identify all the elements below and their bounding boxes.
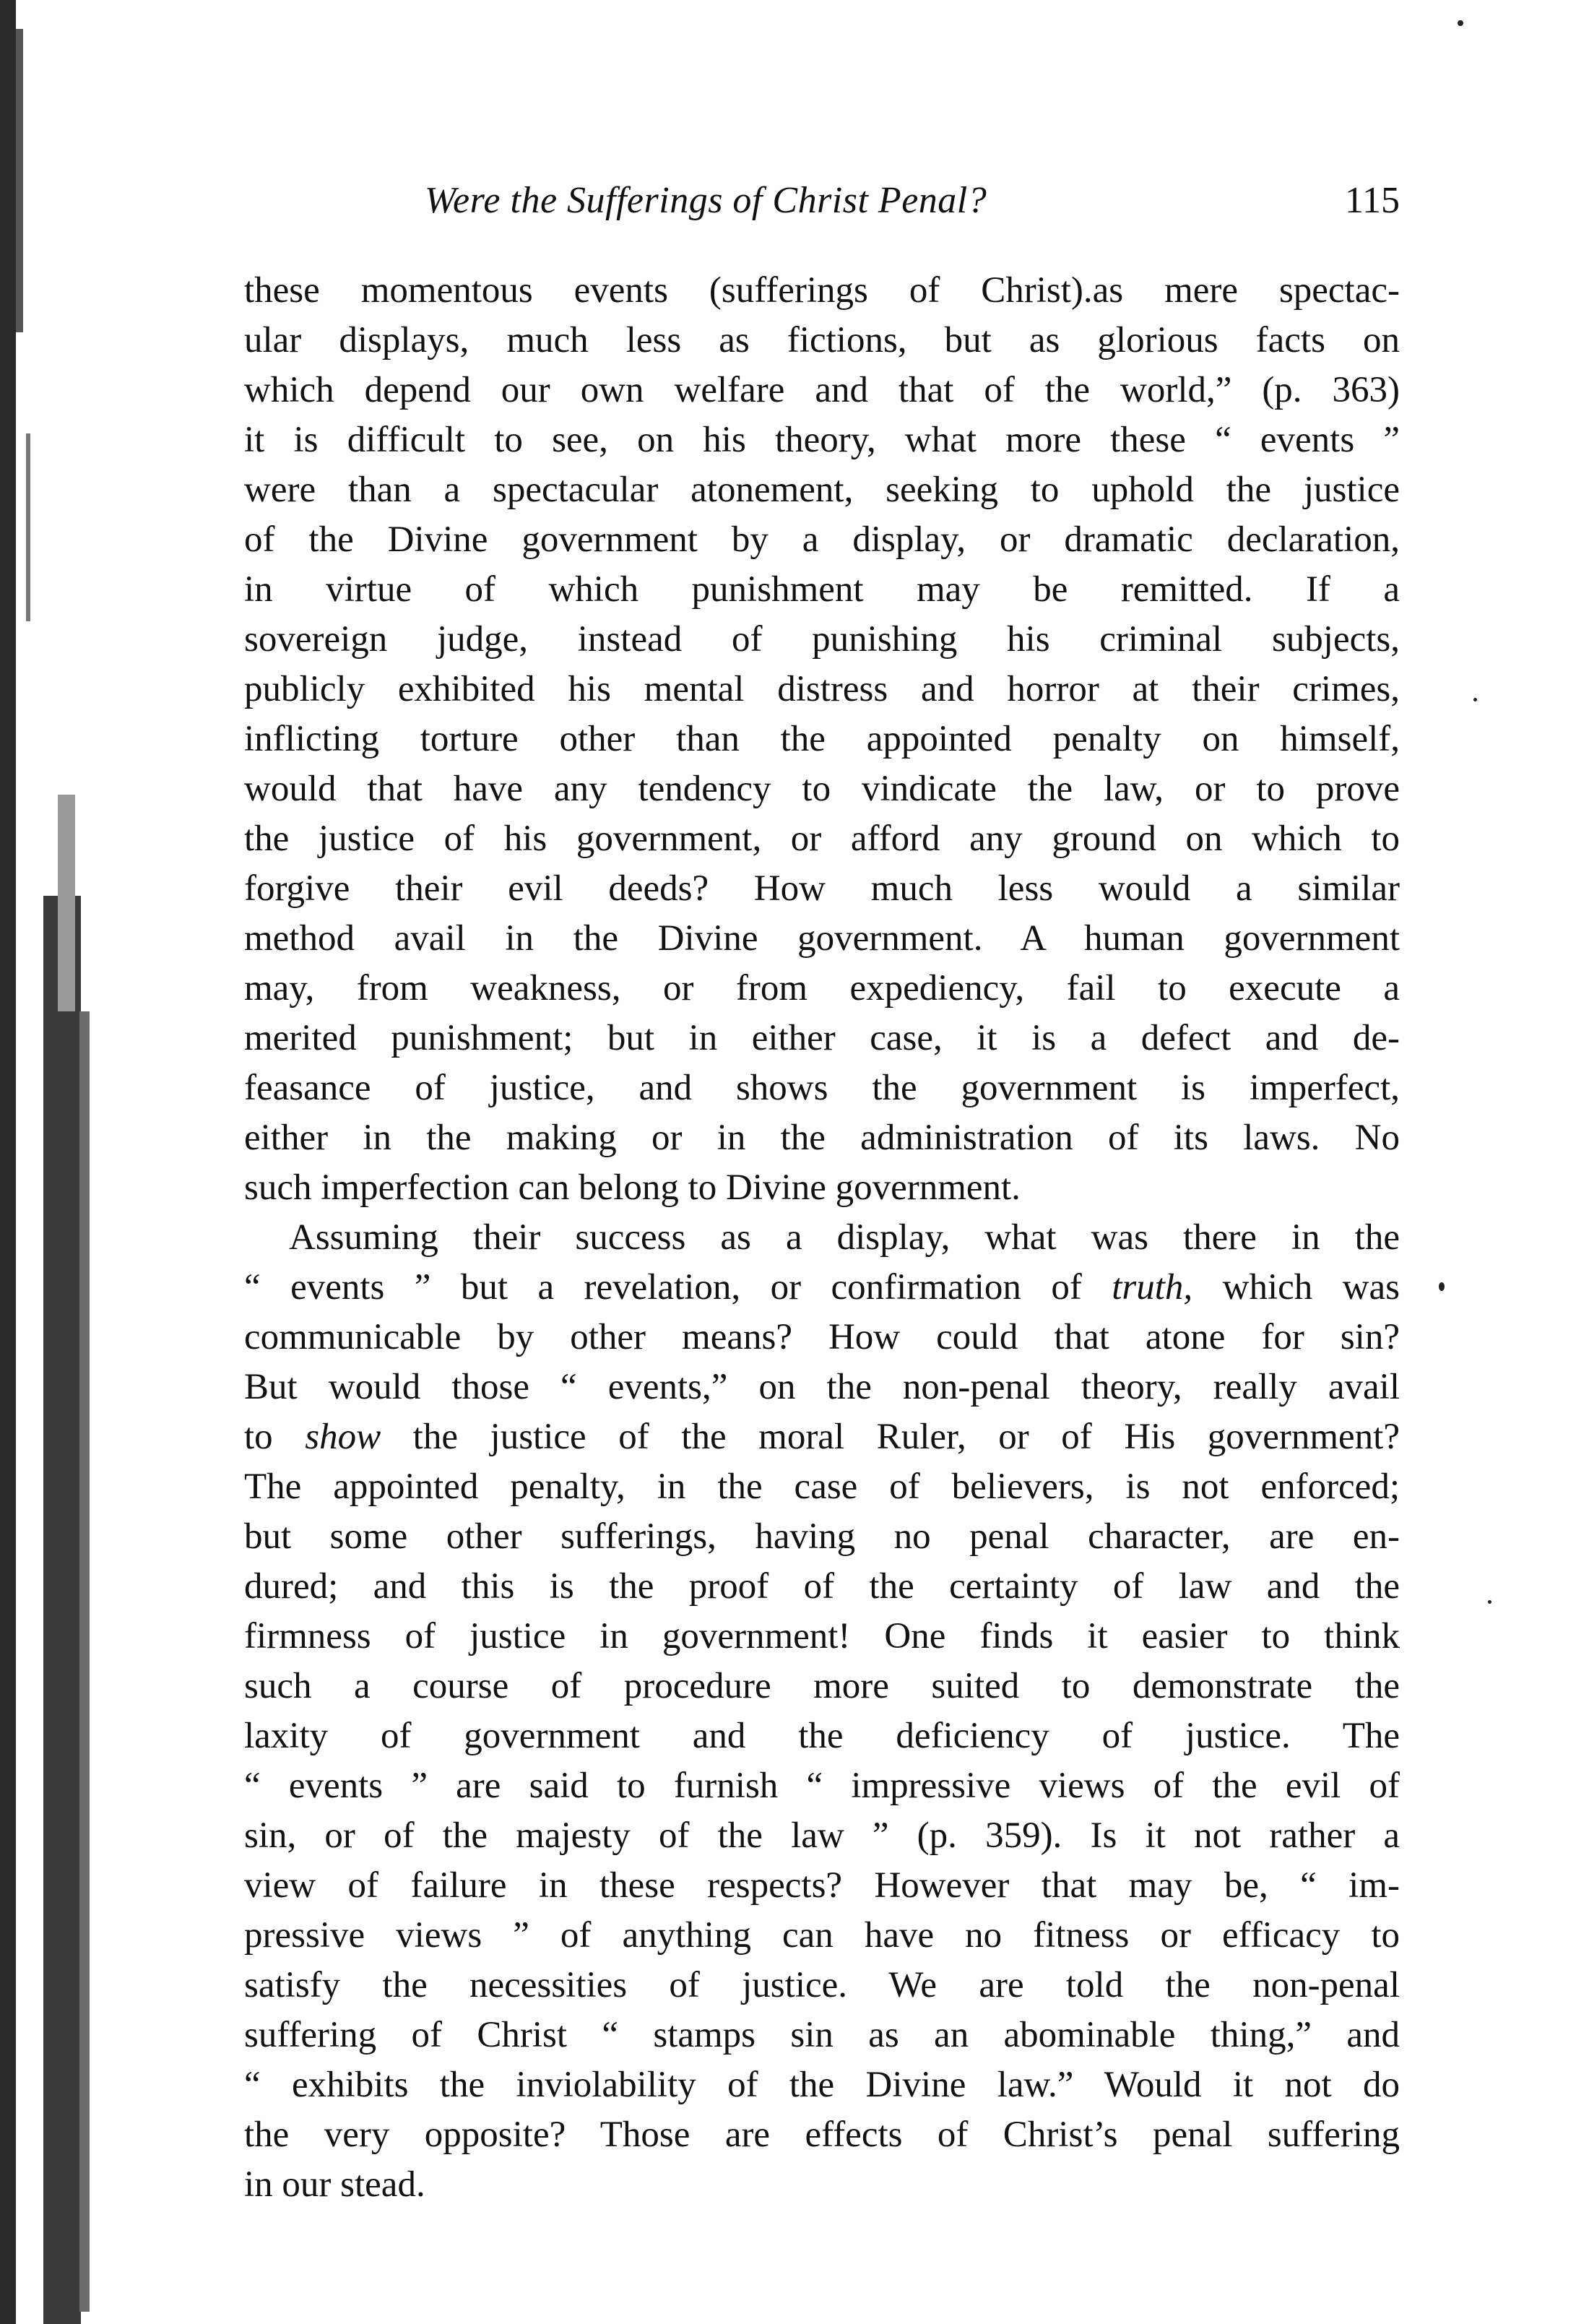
text-line: to show the justice of the moral Ruler, or of His government? [244, 1417, 1400, 1457]
text-line: Assuming their success as a display, what was there in the [289, 1217, 1400, 1258]
text-line: “ events ” but a revelation, or confirmation of truth, which was [244, 1267, 1400, 1308]
text-line: communicable by other means? How could that atone for sin? [244, 1317, 1400, 1357]
text-line: publicly exhibited his mental distress and horror at their crimes, [244, 669, 1400, 709]
text-line: But would those “ events,” on the non-penal theory, really avail [244, 1367, 1400, 1407]
text-line: “ events ” are said to furnish “ impressive views of the evil of [244, 1766, 1400, 1806]
text-line: which depend our own welfare and that of the world,” (p. 363) [244, 370, 1400, 410]
text-line: would that have any tendency to vindicate the law, or to prove [244, 769, 1400, 809]
paragraph-2 [244, 1213, 1400, 2210]
text-line: view of failure in these respects? However that may be, “ im- [244, 1865, 1400, 1906]
text-line: were than a spectacular atonement, seeking to uphold the justice [244, 470, 1400, 510]
text-line: but some other sufferings, having no penal character, are en- [244, 1516, 1400, 1557]
text-line: these momentous events (sufferings of Christ).as mere spectac- [244, 270, 1400, 311]
text-line: “ exhibits the inviolability of the Divine law.” Would it not do [244, 2065, 1400, 2105]
text-line: inflicting torture other than the appointed penalty on himself, [244, 719, 1400, 759]
text-line: the very opposite? Those are effects of Christ’s penal suffering [244, 2115, 1400, 2155]
text-line: the justice of his government, or afford any ground on which to [244, 818, 1400, 859]
text-line: such imperfection can belong to Divine government. [244, 1167, 1021, 1208]
paragraph-1 [244, 266, 1400, 1213]
text-line: in virtue of which punishment may be remitted. If a [244, 569, 1400, 610]
body-text [244, 266, 1400, 2210]
text-line: merited punishment; but in either case, it is a defect and de- [244, 1018, 1400, 1058]
text-line: such a course of procedure more suited to demonstrate the [244, 1666, 1400, 1706]
text-line: may, from weakness, or from expediency, fail to execute a [244, 968, 1400, 1008]
emphasis-text: truth, [1112, 1267, 1193, 1308]
text-line: either in the making or in the administration of its laws. No [244, 1118, 1400, 1158]
text-line: sovereign judge, instead of punishing his criminal subjects, [244, 619, 1400, 660]
text-line: dured; and this is the proof of the certainty of law and the [244, 1566, 1400, 1607]
running-head [244, 179, 1400, 244]
text-line: satisfy the necessities of justice. We are told the non-penal [244, 1965, 1400, 2005]
text-line: pressive views ” of anything can have no fitness or efficacy to [244, 1915, 1400, 1956]
text-line: suffering of Christ “ stamps sin as an abominable thing,” and [244, 2015, 1400, 2055]
text-line: firmness of justice in government! One finds it easier to think [244, 1616, 1400, 1656]
text-line: The appointed penalty, in the case of believers, is not enforced; [244, 1466, 1400, 1507]
scan-speck [1439, 1282, 1445, 1291]
page-number: 115 [1344, 180, 1400, 221]
text-line: ular displays, much less as fictions, but as glorious facts on [244, 320, 1400, 360]
text-line: forgive their evil deeds? How much less would a similar [244, 868, 1400, 909]
text-line: sin, or of the majesty of the law ” (p. 359). Is it not rather a [244, 1815, 1400, 1856]
text-line: feasance of justice, and shows the government is imperfect, [244, 1068, 1400, 1108]
scan-speck [1473, 698, 1477, 701]
text-line: it is difficult to see, on his theory, what more these “ events ” [244, 420, 1400, 460]
text-line: in our stead. [244, 2164, 425, 2205]
text-line: of the Divine government by a display, or dramatic declaration, [244, 519, 1400, 560]
running-title: Were the Sufferings of Christ Penal? [425, 180, 987, 221]
scan-gutter-shadow [0, 0, 108, 2324]
scan-speck [1458, 20, 1463, 26]
text-line: method avail in the Divine government. A human government [244, 918, 1400, 959]
scan-speck [1488, 1600, 1491, 1604]
text-line: laxity of government and the deficiency of justice. The [244, 1716, 1400, 1756]
emphasis-text: show [305, 1417, 381, 1457]
